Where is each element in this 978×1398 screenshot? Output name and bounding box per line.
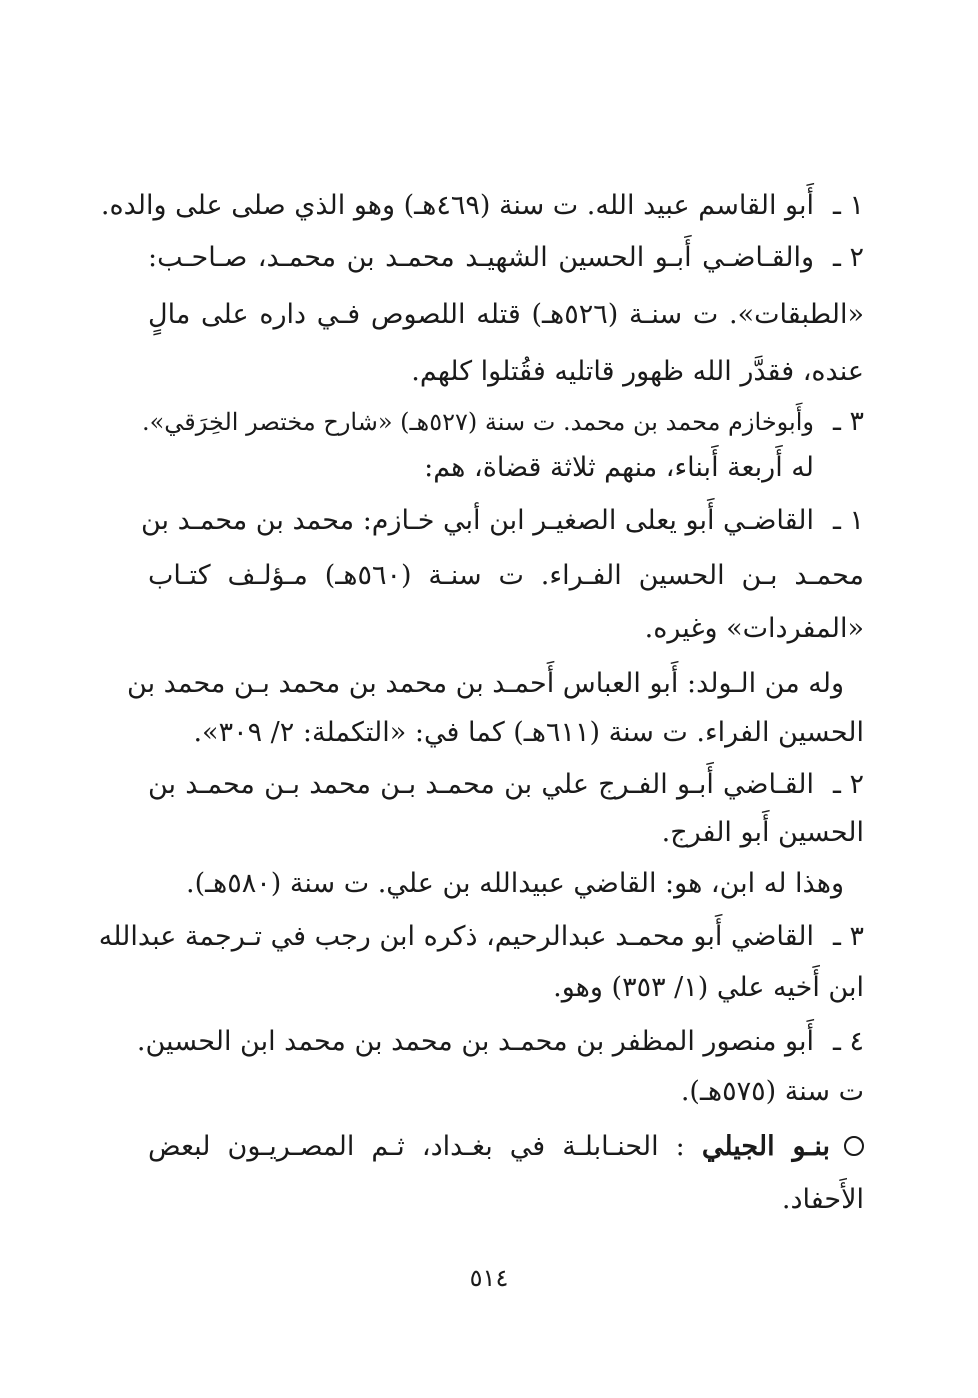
entry-text: القاضي أَبو محمـد عبدالرحيم، ذكره ابن رجب في تـرجمة عبدالله [98,921,814,952]
section-title: بنـو الجيلي [701,1131,830,1162]
page-number: ٥١٤ [469,1264,509,1292]
entry-text: أَبو منصور المظفر بن محمـد بن محمد بن محمد ابن الحسين. [136,1026,814,1057]
entry-text: أَبو القاسم عبيد الله. ت سنة (٤٦٩هـ) وهو الذي صلى على والده. [100,190,814,221]
entry-text: ابن أَخيه علي (١/ ٣٥٣) وهو. [553,972,864,1003]
entry-number: ٢ ـ [832,769,864,800]
entry-text: «المفردات» وغيره. [644,613,864,644]
entry-number: ٣ ـ [832,921,864,952]
section-text: : الحنـابلـة في بغـداد، ثـم المصـريـون لبعض [148,1131,685,1162]
entry-text: الحسين الفراء. ت سنة (٦١١هـ) كما في: «التكملة: ٢/ ٣٠٩». [193,717,864,748]
entry-text: القـاضي أَبـو الفـرج علي بن محمـد بـن محمد بـن محمـد بن [148,769,814,800]
entry-text: له أَربعة أَبناء، منهم ثلاثة قضاة، هم: [424,452,814,483]
entry-number: ٤ ـ [832,1026,864,1057]
section-continuation: الأَحفاد. [781,1184,864,1215]
entry-text: «الطبقات». ت سنـة (٥٢٦هـ) قتله اللصوص فـي داره على مالٍ [148,299,864,330]
entry-text: محمـد بـن الحسين الفـراء. ت سنـة (٥٦٠هـ) مـؤلـف كتـاب [148,560,864,591]
entry-text: وهذا له ابن، هو: القاضي عبيدالله بن علي. ت سنة (٥٨٠هـ). [186,868,844,899]
entry-text: القاضـي أَبو يعلى الصغيـر ابن أبي خـازم: محمد بن محمـد بن [140,505,814,536]
entry-text: وأَبوخازم محمد بن محمد. ت سنة (٥٢٧هـ) «شارح مختصر الخِرَقي». [141,408,814,436]
entry-text: ت سنة (٥٧٥هـ). [680,1076,864,1107]
entry-text: والقـاضـي أَبـو الحسين الشهيـد محمـد بن محمـد، صـاحـب: [148,242,814,273]
entry-text: وله من الـولد: أَبو العباس أَحمـد بن محمد بن محمد بـن محمد بن [127,668,844,699]
section-heading [148,1127,864,1167]
entry-number: ١ ـ [832,505,864,536]
circle-bullet-icon [844,1136,864,1156]
entry-text: عنده، فقدَّر الله ظهور قاتليه فقُتلوا كلهم. [411,356,864,387]
entry-number: ٣ ـ [832,406,864,437]
entry-number: ١ ـ [832,190,864,221]
entry-number: ٢ ـ [832,242,864,273]
entry-text: الحسين أَبو الفرج. [661,817,864,848]
